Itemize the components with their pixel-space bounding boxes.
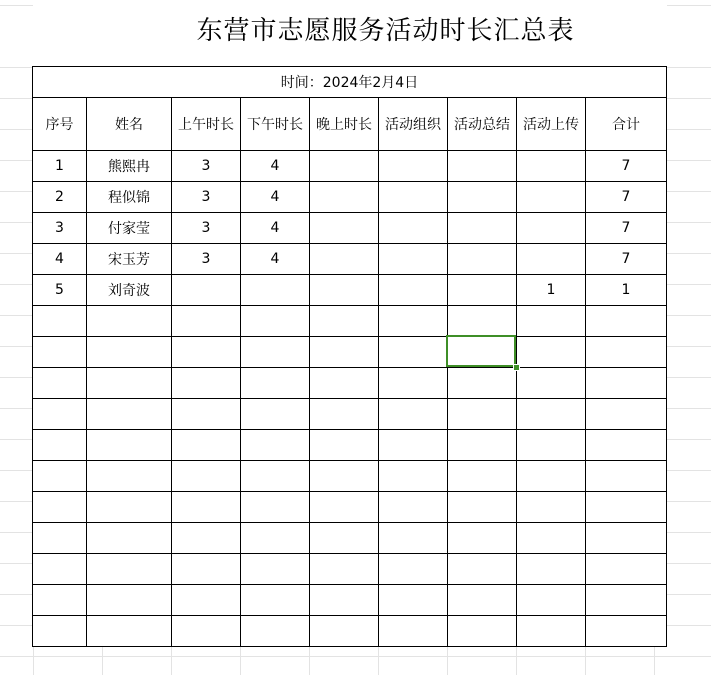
column-header[interactable]: 活动组织 [379,98,448,151]
table-row [33,244,667,275]
table-cell[interactable] [241,337,310,368]
table-cell[interactable] [87,368,172,399]
table-cell[interactable]: 7 [586,151,667,182]
table-cell[interactable] [448,213,517,244]
table-cell[interactable] [517,306,586,337]
table-cell[interactable] [241,585,310,616]
table-row [33,523,667,554]
table-cell[interactable]: 1 [586,275,667,306]
table-row [33,461,667,492]
table-cell[interactable] [310,523,379,554]
table-cell[interactable] [172,616,241,647]
table-cell[interactable] [172,399,241,430]
table-cell[interactable] [586,461,667,492]
table-cell[interactable] [172,492,241,523]
table-cell[interactable]: 1 [33,151,87,182]
table-row [33,492,667,523]
table-cell[interactable] [448,461,517,492]
table-cell[interactable] [241,554,310,585]
table-cell[interactable] [448,616,517,647]
table-row [33,616,667,647]
table-cell[interactable]: 2 [33,182,87,213]
table-cell[interactable] [241,399,310,430]
table-cell[interactable] [517,554,586,585]
table-row [33,430,667,461]
table-cell[interactable] [517,244,586,275]
table-cell[interactable] [448,523,517,554]
table-row [33,213,667,244]
column-header[interactable]: 下午时长 [241,98,310,151]
table-cell[interactable] [241,275,310,306]
table-cell[interactable] [517,399,586,430]
table-cell[interactable] [586,368,667,399]
table-cell[interactable] [33,368,87,399]
table-cell[interactable] [379,523,448,554]
table-cell[interactable] [517,430,586,461]
table-cell[interactable] [87,616,172,647]
date-cell[interactable]: 时间：2024年2月4日 [33,67,667,98]
table-cell[interactable] [448,399,517,430]
table-cell[interactable] [448,337,517,368]
summary-table [32,66,667,647]
table-cell[interactable] [379,554,448,585]
table-cell[interactable] [87,337,172,368]
column-header[interactable]: 活动总结 [448,98,517,151]
table-cell[interactable] [379,585,448,616]
table-cell[interactable]: 4 [241,244,310,275]
table-cell[interactable] [172,554,241,585]
table-cell[interactable] [379,213,448,244]
table-cell[interactable] [379,430,448,461]
table-cell[interactable] [33,585,87,616]
table-cell[interactable] [241,306,310,337]
table-cell[interactable] [310,275,379,306]
table-cell[interactable] [87,585,172,616]
table-row [33,306,667,337]
table-cell[interactable]: 7 [586,182,667,213]
table-cell[interactable] [172,275,241,306]
table-cell[interactable] [379,337,448,368]
table-cell[interactable] [379,182,448,213]
table-cell[interactable] [517,182,586,213]
table-row [33,182,667,213]
table-row [33,399,667,430]
table-cell[interactable] [241,492,310,523]
column-header[interactable]: 活动上传 [517,98,586,151]
table-cell[interactable] [448,368,517,399]
table-cell[interactable] [310,306,379,337]
table-cell[interactable] [172,523,241,554]
table-cell[interactable] [241,523,310,554]
table-cell[interactable] [172,306,241,337]
table-cell[interactable] [87,492,172,523]
table-row [33,585,667,616]
table-cell[interactable]: 3 [172,151,241,182]
table-cell[interactable] [379,461,448,492]
table-row [33,337,667,368]
table-cell[interactable] [172,368,241,399]
table-cell[interactable] [448,585,517,616]
table-cell[interactable] [310,399,379,430]
table-cell[interactable] [310,585,379,616]
table-cell[interactable] [33,399,87,430]
table-cell[interactable] [87,306,172,337]
table-cell[interactable] [586,523,667,554]
table-cell[interactable]: 4 [241,182,310,213]
table-cell[interactable] [517,368,586,399]
table-cell[interactable] [517,461,586,492]
table-row [33,275,667,306]
table-cell[interactable] [448,275,517,306]
table-cell[interactable] [448,182,517,213]
table-cell[interactable]: 7 [586,244,667,275]
table-cell[interactable] [379,151,448,182]
table-row [33,554,667,585]
table-cell[interactable] [310,151,379,182]
table-cell[interactable] [310,337,379,368]
table-cell[interactable] [310,368,379,399]
table-cell[interactable] [33,616,87,647]
table-cell[interactable] [310,213,379,244]
table-cell[interactable] [448,151,517,182]
table-cell[interactable] [517,213,586,244]
column-header[interactable]: 晚上时长 [310,98,379,151]
column-header[interactable]: 序号 [33,98,87,151]
table-cell[interactable] [448,306,517,337]
table-cell[interactable] [172,337,241,368]
table-cell[interactable] [586,616,667,647]
table-cell[interactable] [586,337,667,368]
table-cell[interactable]: 4 [241,213,310,244]
table-cell[interactable]: 程似锦 [87,182,172,213]
table-cell[interactable] [310,244,379,275]
table-cell[interactable] [241,368,310,399]
table-cell[interactable] [379,399,448,430]
column-header[interactable]: 合计 [586,98,667,151]
table-cell[interactable] [241,461,310,492]
header-row [33,98,667,151]
table-cell[interactable] [586,492,667,523]
table-cell[interactable] [241,616,310,647]
table-cell[interactable] [310,430,379,461]
table-cell[interactable]: 付家莹 [87,213,172,244]
table-cell[interactable]: 熊熙冉 [87,151,172,182]
table-cell[interactable] [586,399,667,430]
table-cell[interactable]: 1 [517,275,586,306]
table-cell[interactable] [172,461,241,492]
table-cell[interactable] [448,492,517,523]
table-cell[interactable]: 5 [33,275,87,306]
table-cell[interactable] [172,430,241,461]
table-row [33,368,667,399]
table-cell[interactable] [87,523,172,554]
table-cell[interactable] [379,616,448,647]
table-cell[interactable] [310,492,379,523]
table-cell[interactable] [87,399,172,430]
table-cell[interactable] [517,337,586,368]
table-cell[interactable] [517,523,586,554]
table-cell[interactable]: 4 [33,244,87,275]
table-cell[interactable] [517,585,586,616]
column-header[interactable]: 上午时长 [172,98,241,151]
column-header[interactable]: 姓名 [87,98,172,151]
table-row [33,151,667,182]
table-cell[interactable] [517,616,586,647]
table-cell[interactable] [379,244,448,275]
table-cell[interactable]: 3 [172,213,241,244]
table-cell[interactable] [586,306,667,337]
table-cell[interactable] [586,430,667,461]
table-cell[interactable] [379,275,448,306]
table-cell[interactable] [586,585,667,616]
table-cell[interactable] [33,306,87,337]
table-cell[interactable] [310,616,379,647]
table-cell[interactable] [87,461,172,492]
table-cell[interactable] [241,430,310,461]
table-cell[interactable]: 7 [586,213,667,244]
table-cell[interactable] [379,306,448,337]
table-cell[interactable] [379,492,448,523]
table-cell[interactable]: 3 [172,182,241,213]
table-cell[interactable] [33,523,87,554]
table-cell[interactable] [310,554,379,585]
table-cell[interactable] [87,554,172,585]
table-cell[interactable] [310,461,379,492]
table-cell[interactable]: 刘奇波 [87,275,172,306]
table-cell[interactable] [87,430,172,461]
table-cell[interactable]: 3 [172,244,241,275]
table-cell[interactable] [33,461,87,492]
table-cell[interactable] [33,337,87,368]
table-cell[interactable] [448,244,517,275]
table-cell[interactable]: 3 [33,213,87,244]
table-cell[interactable] [33,430,87,461]
table-cell[interactable] [517,492,586,523]
table-cell[interactable] [33,492,87,523]
table-cell[interactable] [310,182,379,213]
table-cell[interactable] [586,554,667,585]
table-cell[interactable] [448,430,517,461]
table-cell[interactable] [379,368,448,399]
table-cell[interactable] [448,554,517,585]
table-cell[interactable] [33,554,87,585]
table-cell[interactable] [517,151,586,182]
table-cell[interactable] [172,585,241,616]
table-cell[interactable]: 4 [241,151,310,182]
table-cell[interactable]: 宋玉芳 [87,244,172,275]
sheet-title: 东营市志愿服务活动时长汇总表 [0,8,711,54]
